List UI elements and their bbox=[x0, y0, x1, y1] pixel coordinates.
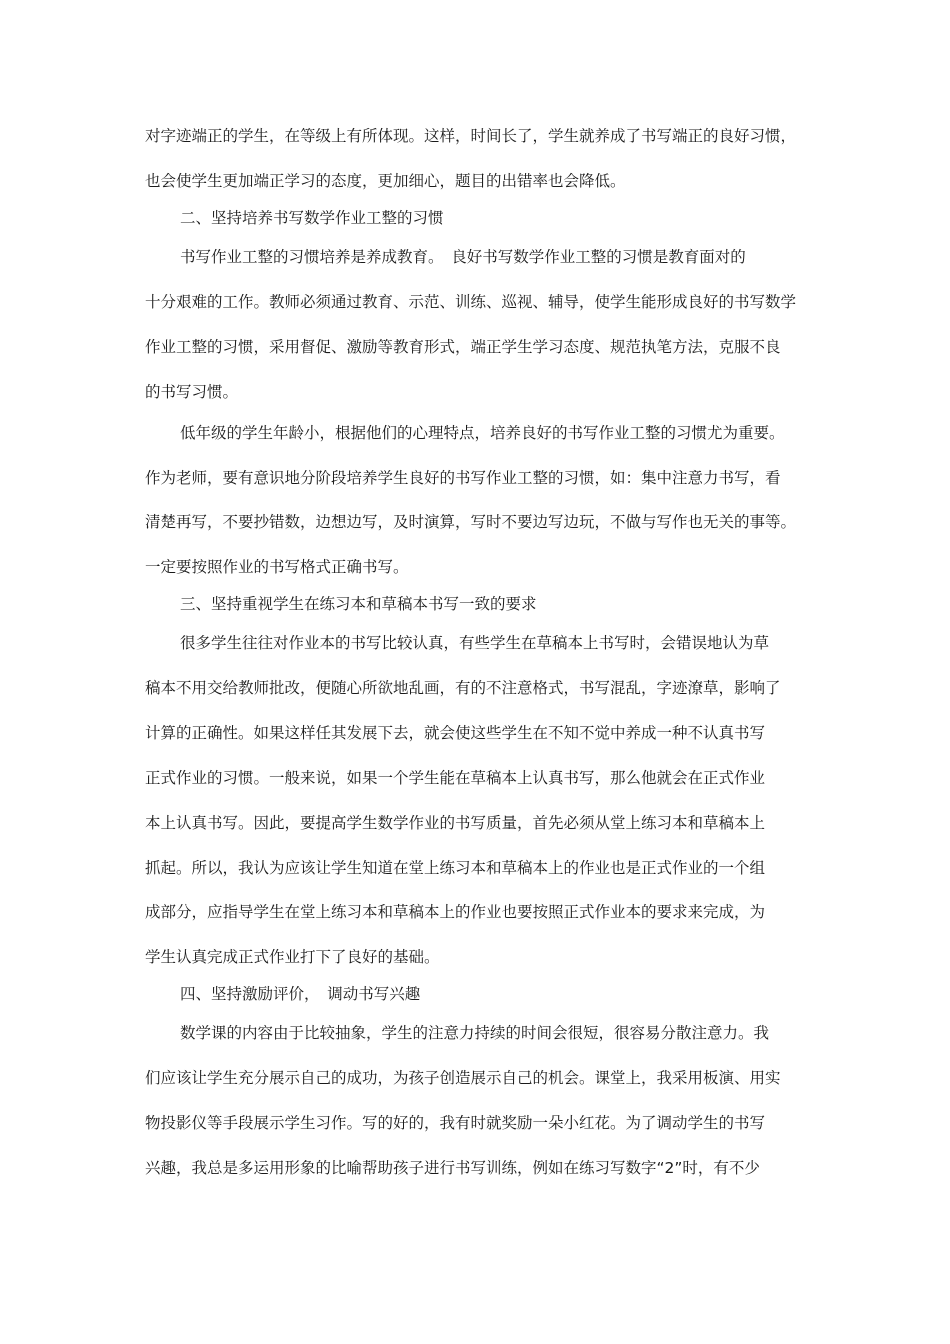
body-text-line: 们应该让学生充分展示自己的成功，为孩子创造展示自己的机会。课堂上，我采用板演、用实 bbox=[145, 1069, 781, 1087]
body-text-line: 作为老师，要有意识地分阶段培养学生良好的书写作业工整的习惯，如：集中注意力书写，看 bbox=[145, 469, 781, 487]
body-text-line: 一定要按照作业的书写格式正确书写。 bbox=[145, 558, 409, 576]
body-text-line: 清楚再写，不要抄错数，边想边写，及时演算，写时不要边写边玩，不做与写作也无关的事等。 bbox=[145, 513, 797, 531]
body-text-line: 物投影仪等手段展示学生习作。写的好的，我有时就奖励一朵小红花。为了调动学生的书写 bbox=[145, 1114, 766, 1132]
body-text-line: 低年级的学生年龄小，根据他们的心理特点，培养良好的书写作业工整的习惯尤为重要。 bbox=[180, 424, 785, 442]
body-text-line: 很多学生往往对作业本的书写比较认真，有些学生在草稿本上书写时，会错误地认为草 bbox=[180, 634, 770, 652]
section-heading: 二、坚持培养书写数学作业工整的习惯 bbox=[180, 209, 444, 227]
body-text-line: 抓起。所以，我认为应该让学生知道在堂上练习本和草稿本上的作业也是正式作业的一个组 bbox=[145, 859, 766, 877]
body-text-line: 作业工整的习惯，采用督促、激励等教育形式，端正学生学习态度、规范执笔方法，克服不良 bbox=[145, 338, 781, 356]
body-text-line: 计算的正确性。如果这样任其发展下去，就会使这些学生在不知不觉中养成一种不认真书写 bbox=[145, 724, 766, 742]
body-text-line: 的书写习惯。 bbox=[145, 383, 239, 401]
body-text-line: 对字迹端正的学生，在等级上有所体现。这样，时间长了，学生就养成了书写端正的良好习惯， bbox=[145, 127, 797, 145]
body-text-line: 成部分，应指导学生在堂上练习本和草稿本上的作业也要按照正式作业本的要求来完成，为 bbox=[145, 903, 766, 921]
body-text-line: 正式作业的习惯。一般来说，如果一个学生能在草稿本上认真书写，那么他就会在正式作业 bbox=[145, 769, 766, 787]
body-text-line: 书写作业工整的习惯培养是养成教育。 良好书写数学作业工整的习惯是教育面对的 bbox=[180, 248, 746, 266]
body-text-line: 兴趣，我总是多运用形象的比喻帮助孩子进行书写训练，例如在练习写数字“2”时，有不少 bbox=[145, 1159, 760, 1177]
section-heading: 四、坚持激励评价， 调动书写兴趣 bbox=[180, 985, 421, 1003]
body-text-line: 稿本不用交给教师批改，便随心所欲地乱画，有的不注意格式，书写混乱，字迹潦草，影响了 bbox=[145, 679, 781, 697]
body-text-line: 本上认真书写。因此，要提高学生数学作业的书写质量，首先必须从堂上练习本和草稿本上 bbox=[145, 814, 766, 832]
body-text-line: 十分艰难的工作。教师必须通过教育、示范、训练、巡视、辅导，使学生能形成良好的书写数学 bbox=[145, 293, 797, 311]
body-text-line: 也会使学生更加端正学习的态度，更加细心，题目的出错率也会降低。 bbox=[145, 172, 626, 190]
section-heading: 三、坚持重视学生在练习本和草稿本书写一致的要求 bbox=[180, 595, 537, 613]
body-text-line: 学生认真完成正式作业打下了良好的基础。 bbox=[145, 948, 440, 966]
body-text-line: 数学课的内容由于比较抽象，学生的注意力持续的时间会很短，很容易分散注意力。我 bbox=[180, 1024, 770, 1042]
